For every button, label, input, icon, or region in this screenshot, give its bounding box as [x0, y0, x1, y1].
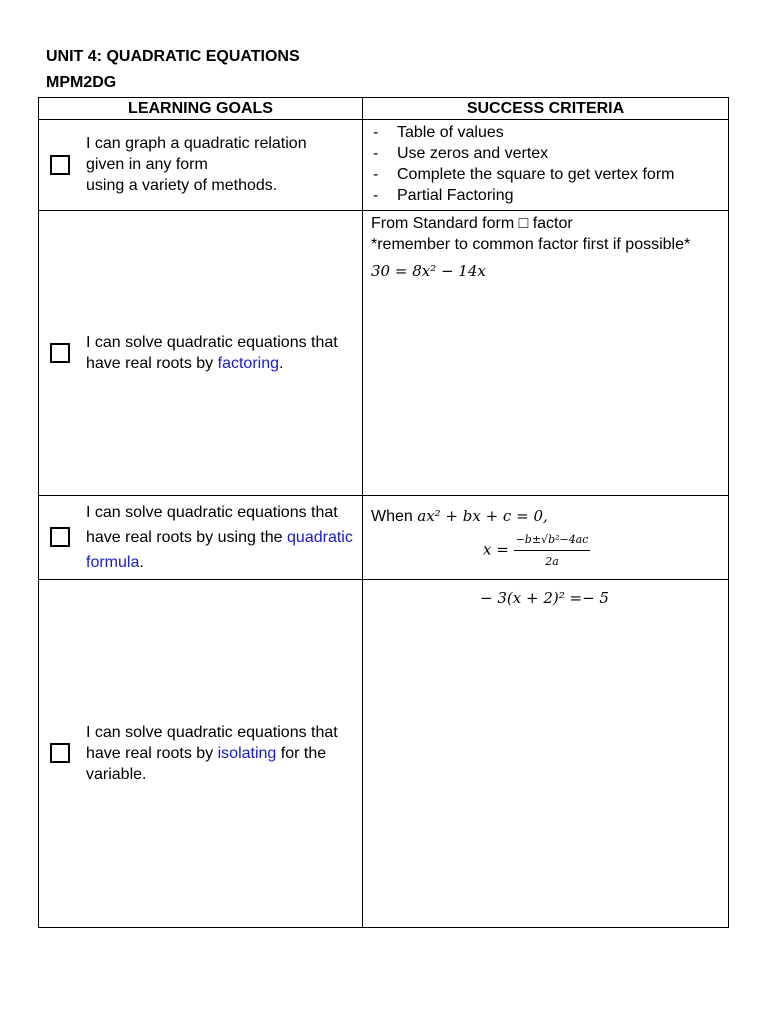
goal-cell	[39, 211, 363, 496]
goal-checkbox[interactable]	[50, 343, 70, 363]
factoring-link[interactable]: factoring	[217, 354, 279, 372]
list-item: - Use zeros and vertex	[371, 143, 728, 164]
criteria-text: From Standard form □ factor	[371, 215, 573, 232]
table-row	[39, 120, 729, 211]
table-row	[39, 580, 729, 928]
goal-checkbox[interactable]	[50, 155, 70, 175]
table-row	[39, 496, 729, 580]
criteria-cell	[363, 580, 729, 928]
learning-goals-table	[38, 97, 729, 928]
list-item: - Table of values	[371, 122, 728, 143]
goal-checkbox[interactable]	[50, 527, 70, 547]
list-item: - Partial Factoring	[371, 185, 728, 206]
standard-form-equation: ax² + bx + c = 0,	[417, 507, 548, 525]
table-row	[39, 211, 729, 496]
goal-text: I can solve quadratic equations that have real roots by factoring.	[86, 333, 338, 372]
isolating-link[interactable]: isolating	[217, 744, 277, 762]
success-criteria-header: SUCCESS CRITERIA	[363, 98, 729, 120]
criteria-note: *remember to common factor first if possible*	[371, 236, 691, 253]
course-code: MPM2DG	[46, 74, 117, 91]
goal-cell	[39, 496, 363, 580]
criteria-cell	[363, 120, 729, 211]
goal-cell	[39, 120, 363, 211]
list-item: - Complete the square to get vertex form	[371, 164, 728, 185]
goal-text: I can solve quadratic equations that have real roots by using the quadratic formula.	[86, 503, 353, 571]
criteria-list	[371, 122, 728, 206]
goal-cell	[39, 580, 363, 928]
goal-text: I can graph a quadratic relation given in any form using a variety of methods.	[86, 135, 307, 194]
goal-text: I can solve quadratic equations that have real roots by isolating for the variable.	[86, 723, 338, 783]
goal-checkbox[interactable]	[50, 743, 70, 763]
equation: − 3(x + 2)² =− 5	[480, 589, 609, 607]
quadratic-formula: x = $\frac{\text{−b±√b²−4ac}}{2a}$	[483, 529, 728, 572]
unit-title: UNIT 4: QUADRATIC EQUATIONS	[46, 48, 300, 65]
criteria-cell	[363, 211, 729, 496]
quadratic-formula-link[interactable]: quadratic formula	[86, 528, 353, 571]
learning-goals-header: LEARNING GOALS	[39, 98, 363, 120]
criteria-cell: When ax² + bx + c = 0, x = $\frac{\text{−b±√b²−4ac}}{2a}$	[363, 496, 729, 580]
equation: 30 = 8x² − 14x	[371, 262, 486, 280]
table-header-row	[39, 98, 729, 120]
